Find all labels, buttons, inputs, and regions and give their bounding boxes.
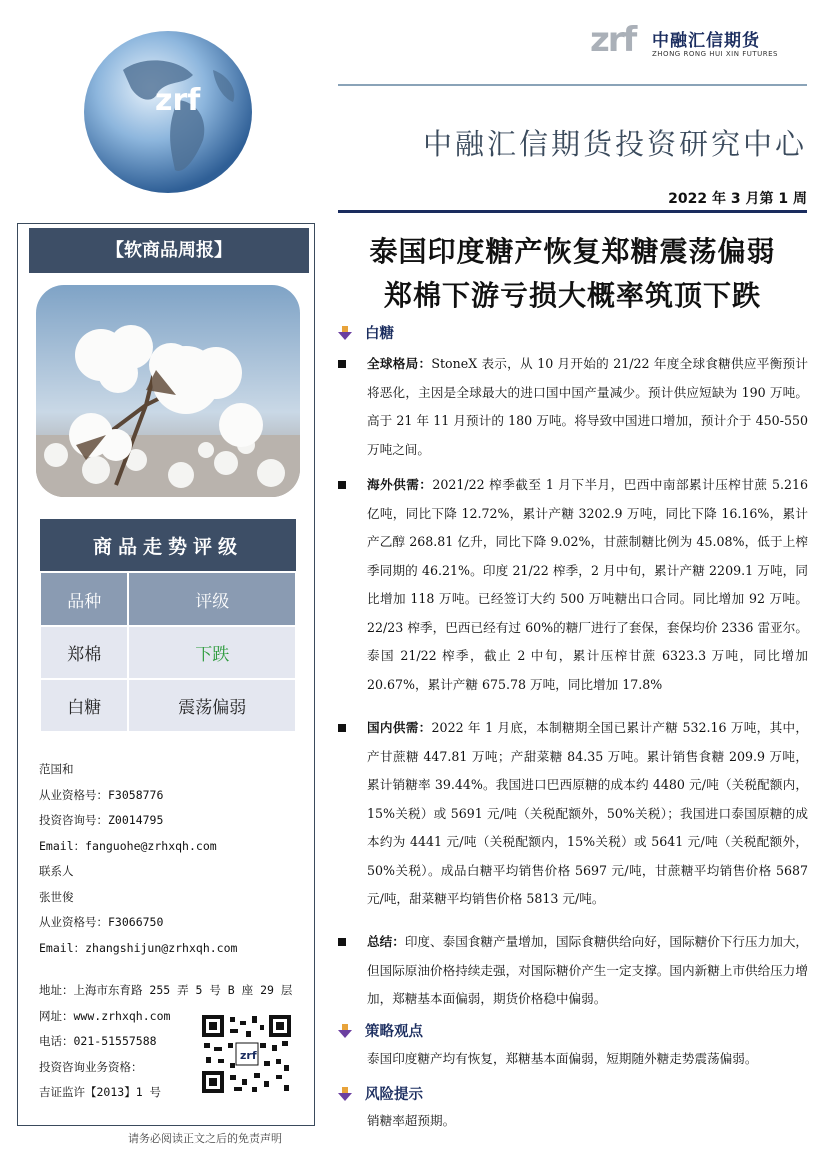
rating-row-name: 白糖 — [40, 679, 128, 732]
paragraph-domestic — [338, 714, 808, 914]
section-risk-label: 风险提示 — [365, 1087, 423, 1103]
header-divider — [338, 84, 807, 86]
category-title: 【软商品周报】 — [29, 228, 309, 273]
rating-table — [39, 519, 297, 733]
paragraph-lead: 国内供需： — [367, 720, 432, 735]
arrow-down-icon — [338, 1087, 352, 1101]
globe-logo — [83, 30, 253, 195]
square-bullet-icon — [338, 938, 346, 946]
rating-col-variety: 品种 — [40, 572, 128, 626]
rating-row-value: 下跌 — [128, 626, 296, 679]
globe-logo-text: zrf — [155, 83, 201, 118]
qr-code-icon — [200, 1013, 293, 1095]
paragraph-text: StoneX 表示，从 10 月开始的 21/22 年度全球食糖供应平衡预计将恶化，主因是全球最大的进口国中国产量减少。预计供应短缺为 190 万吨。高于 21 年 11 月预计的 180 万吨。将导致中国进口增加，预计介于 450-550 万吨之间。 — [367, 356, 809, 457]
paragraph-lead: 海外供需： — [367, 477, 433, 492]
section-strategy-label: 策略观点 — [365, 1024, 423, 1040]
disclaimer-note: 请务必阅读正文之后的免责声明 — [128, 1132, 282, 1145]
section-sugar-heading — [338, 322, 394, 343]
contact-email: Email：zhangshijun@zrhxqh.com — [39, 940, 238, 955]
license-number: 吉证监许【2013】1 号 — [39, 1085, 162, 1099]
rating-col-rating: 评级 — [128, 572, 296, 626]
paragraph-text: 2021/22 榨季截至 1 月下半月，巴西中南部累计压榨甘蔗 5.216 亿吨，同比下降 12.72%，累计产糖 3202.9 万吨，同比下降 16.16%，累计产乙醇 268.81 亿升，同比下降 9.02%，甘蔗制糖比例为 45.08%，低于上榨季同期的 46.21%。印度 21/22 榨季，2 月中旬，累计产糖 2209.1 万吨，同比增加 118 万吨。已经签订大约 500 万吨糖出口合同。同比增加 92 万吨。22/23 榨季，巴西已经有过 60%的糖厂进行了套保，套保均价 2336 雷亚尔。泰国 21/22 榨季，截止 2 中旬，累计压榨甘蔗 6323.3 万吨，同比增加 20.67%，累计产糖 675.78 万吨，同比增加 17.8% — [367, 477, 808, 692]
square-bullet-icon — [338, 724, 346, 732]
logo-cn-name: 中融汇信期货 — [652, 31, 760, 51]
contact-license: 从业资格号：F3066750 — [39, 915, 164, 929]
paragraph-text: 2022 年 1 月底，本制糖期全国已累计产糖 532.16 万吨，其中，产甘蔗糖 447.81 万吨；产甜菜糖 84.35 万吨。累计销售食糖 209.9 万吨，累计销糖率 39.44%。我国进口巴西原糖的成本约 4480 元/吨（关税配额内，15%关税）或 5691 元/吨（关税配额外，50%关税）；我国进口泰国原糖的成本约为 4441 元/吨（关税配额内，15%关税）或 5641 元/吨（关税配额外，50%关税）。成品白糖平均销售价格 5697 元/吨，甘蔗糖平均销售价格 5687 元/吨，甜菜糖平均销售价格 5813 元/吨。 — [367, 720, 808, 906]
rating-row — [40, 626, 296, 679]
paragraph-summary — [338, 928, 808, 1014]
report-title-line1: 泰国印度糖产恢复郑糖震荡偏弱 — [369, 235, 776, 268]
section-risk-heading — [338, 1083, 423, 1104]
research-center-title: 中融汇信期货投资研究中心 — [422, 127, 807, 161]
rating-row-name: 郑棉 — [40, 626, 128, 679]
analyst-consult-no: 投资咨询号：Z0014795 — [39, 813, 164, 827]
header-divider-bold — [338, 210, 807, 213]
arrow-down-icon — [338, 326, 352, 340]
company-phone: 电话：021-51557588 — [39, 1034, 157, 1048]
paragraph-global — [338, 350, 808, 464]
arrow-down-icon — [338, 1024, 352, 1038]
company-website: 网址：www.zrhxqh.com — [39, 1008, 171, 1023]
analyst-name: 范国和 — [39, 762, 74, 776]
company-address: 地址：上海市东育路 255 弄 5 号 B 座 29 层 — [39, 983, 293, 997]
svg-text:zrf: zrf — [240, 1049, 257, 1062]
rating-row-value: 震荡偏弱 — [128, 679, 296, 732]
cotton-photo — [36, 285, 300, 497]
company-logo — [590, 22, 790, 66]
strategy-text: 泰国印度糖产均有恢复，郑糖基本面偏弱，短期随外糖走势震荡偏弱。 — [367, 1051, 758, 1066]
square-bullet-icon — [338, 360, 346, 368]
paragraph-overseas — [338, 471, 808, 699]
section-sugar-label: 白糖 — [365, 326, 394, 342]
paragraph-lead: 全球格局： — [367, 356, 432, 371]
report-date: 2022 年 3 月第 1 周 — [668, 191, 807, 207]
paragraph-text: 印度、泰国食糖产量增加，国际食糖供给向好，国际糖价下行压力加大，但国际原油价格持续走强，对国际糖价产生一定支撑。国内新糖上市供给压力增加，郑糖基本面偏弱，期货价格稳中偏弱。 — [367, 934, 809, 1006]
square-bullet-icon — [338, 481, 346, 489]
rating-row — [40, 679, 296, 732]
analyst-license: 从业资格号：F3058776 — [39, 787, 164, 802]
section-strategy-heading — [338, 1020, 423, 1041]
contact-name: 张世俊 — [39, 889, 74, 904]
analyst-email: Email：fanguohe@zrhxqh.com — [39, 838, 217, 853]
rating-table-title: 商品走势评级 — [40, 519, 296, 572]
logo-mark: zrf — [590, 20, 636, 60]
paragraph-lead: 总结： — [367, 934, 405, 949]
risk-text: 销糖率超预期。 — [367, 1113, 456, 1128]
consulting-qualification: 投资咨询业务资格： — [39, 1059, 143, 1074]
report-title-line2: 郑棉下游亏损大概率筑顶下跌 — [383, 279, 761, 312]
contact-person-label: 联系人 — [39, 864, 74, 878]
logo-en-name: ZHONG RONG HUI XIN FUTURES — [652, 50, 778, 58]
